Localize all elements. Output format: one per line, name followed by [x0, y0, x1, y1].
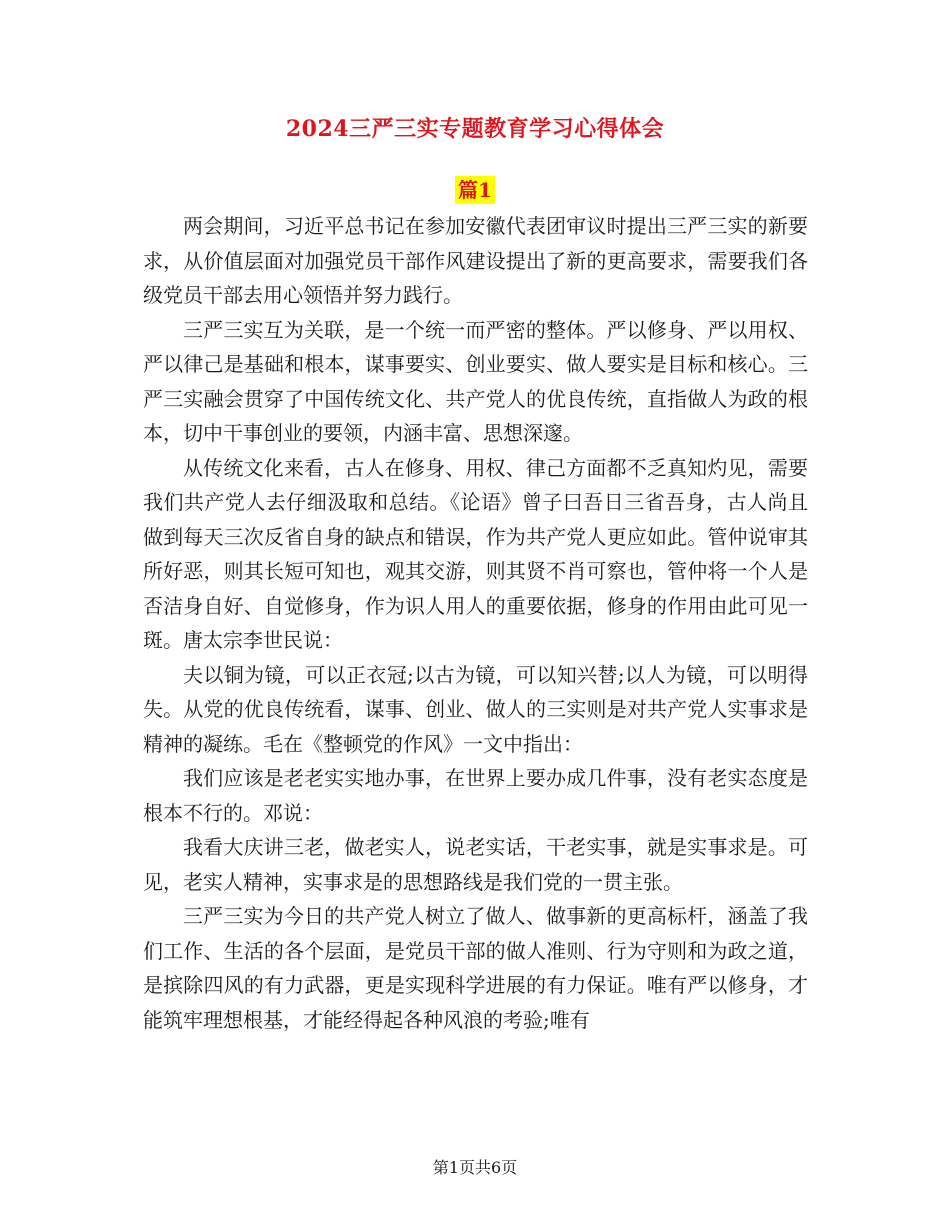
paragraph: 我们应该是老老实实地办事，在世界上要办成几件事，没有老实态度是根本不行的。邓说： [143, 766, 808, 825]
document-title: 2024三严三实专题教育学习心得体会 [285, 116, 665, 142]
paragraph: 从传统文化来看，古人在修身、用权、律己方面都不乏真知灼见，需要我们共产党人去仔细汲取和总结。《论语》曾子曰吾日三省吾身，古人尚且做到每天三次反省自身的缺点和错误，作为共产党人更应如此。管仲说审其所好恶，则其长短可知也，观其交游，则其贤不肖可察也，管仲将一个人是否洁身自好、自觉修身，作为识人用人的重要依据，修身的作用由此可见一斑。唐太宗李世民说： [143, 455, 808, 652]
paragraph: 我看大庆讲三老，做老实人，说老实话，干老实事，就是实事求是。可见，老实人精神，实事求是的思想路线是我们党的一贯主张。 [143, 835, 808, 894]
paragraph: 两会期间，习近平总书记在参加安徽代表团审议时提出三严三实的新要求，从价值层面对加强党员干部作风建设提出了新的更高要求，需要我们各级党员干部去用心领悟并努力践行。 [143, 214, 808, 307]
document-body [143, 209, 808, 1037]
section-heading: 篇1 [455, 176, 495, 204]
paragraph: 三严三实互为关联，是一个统一而严密的整体。严以修身、严以用权、严以律己是基础和根本，谋事要实、创业要实、做人要实是目标和核心。三严三实融会贯穿了中国传统文化、共产党人的优良传统，直指做人为政的根本，切中干事创业的要领，内涵丰富、思想深邃。 [143, 317, 808, 445]
paragraph: 夫以铜为镜，可以正衣冠;以古为镜，可以知兴替;以人为镜，可以明得失。从党的优良传统看，谋事、创业、做人的三实则是对共产党人实事求是精神的凝练。毛在《整顿党的作风》一文中指出： [143, 662, 808, 756]
section-heading-container [0, 176, 950, 204]
paragraph: 三严三实为今日的共产党人树立了做人、做事新的更高标杆，涵盖了我们工作、生活的各个层面，是党员干部的做人准则、行为守则和为政之道，是摈除四风的有力武器，更是实现科学进展的有力保证。唯有严以修身，才能筑牢理想根基，才能经得起各种风浪的考验;唯有 [143, 904, 808, 1032]
page-footer: 第1页共6页 [432, 1158, 518, 1177]
